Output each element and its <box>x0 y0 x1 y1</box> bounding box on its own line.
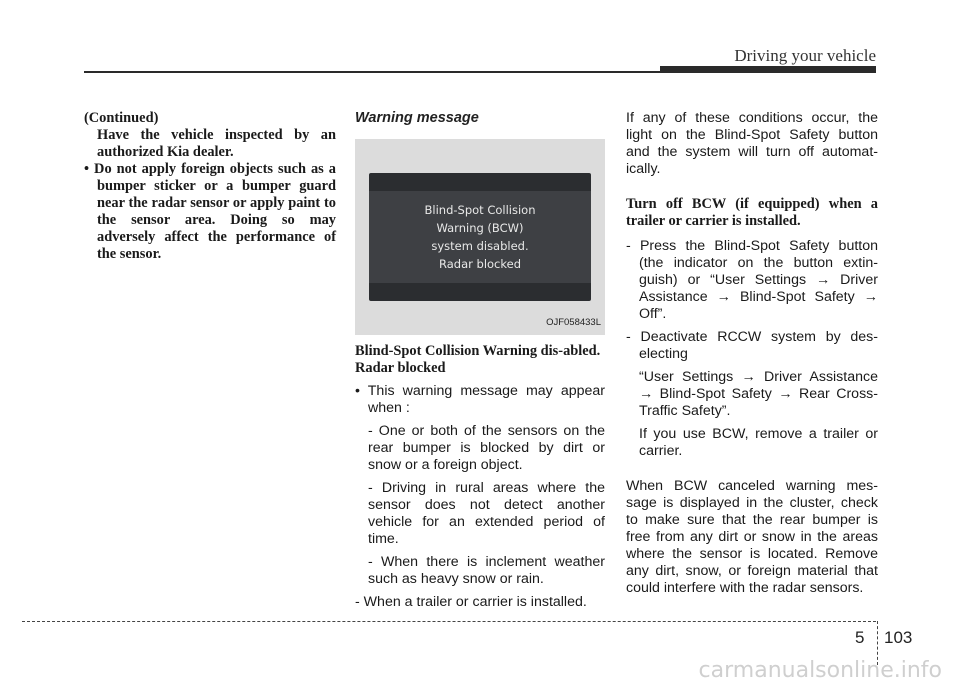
footer-rule <box>22 621 876 622</box>
display-line: Blind-Spot Collision <box>424 203 536 217</box>
figure-code: OJF058433L <box>546 317 601 328</box>
step-two-note: If you use BCW, remove a trailer or carrier. <box>639 426 878 459</box>
continued-label: (Continued) <box>84 110 159 126</box>
step-two: - Deactivate RCCW system by des-electing <box>626 329 878 362</box>
condition-item: - Driving in rural areas where the sensor does not detect another vehicle for an extended period of time. <box>368 480 605 547</box>
step-one: - Press the Blind-Spot Safety button (the indicator on the button extin-guish) or “User Settings → Driver Assistance → Blind-Spot Safety → Off”. <box>626 238 878 322</box>
page-number: 103 <box>884 628 913 647</box>
condition-item: - When there is inclement weather such as heavy snow or rain. <box>368 554 605 587</box>
turn-off-heading: Turn off BCW (if equipped) when a trailer or carrier is installed. <box>626 196 878 229</box>
chapter-number: 5 <box>855 628 865 647</box>
intro-text: If any of these conditions occur, the light on the Blind-Spot Safety button and the system will turn off automat-ically. <box>626 110 878 177</box>
display-line: Warning (BCW) <box>436 221 524 235</box>
message-subheading: Blind-Spot Collision Warning dis-abled. Radar blocked <box>355 343 601 376</box>
column-right <box>626 110 878 597</box>
warning-message-heading: Warning message <box>355 110 479 126</box>
section-title: Driving your vehicle <box>734 46 876 65</box>
display-line: system disabled. <box>431 239 529 253</box>
display-line: Radar blocked <box>439 257 521 271</box>
condition-item: - One or both of the sensors on the rear bumper is blocked by dirt or snow or a foreign object. <box>368 423 605 473</box>
closing-text: When BCW canceled warning mes-sage is displayed in the cluster, check to make sure that the rear bumper is free from any dirt or snow in the areas where the sensor is located. Remove any dirt, snow, or foreign material that could interfere with the radar sensors. <box>626 478 878 596</box>
header-rule <box>84 71 876 73</box>
watermark: carmanualsonline.info <box>698 658 942 683</box>
cluster-display <box>369 173 591 301</box>
trailer-item: - When a trailer or carrier is installed. <box>355 594 587 610</box>
caution-bullet: • Do not apply foreign objects such as a bumper sticker or a bumper guard near the radar sensor or apply paint to the sensor area. Doing so may adversely affect the performance of the sensor. <box>84 161 336 262</box>
column-middle <box>355 110 605 611</box>
column-left <box>84 110 336 263</box>
continued-text: Have the vehicle inspected by an authorized Kia dealer. <box>97 127 336 160</box>
step-two-path: “User Settings → Driver Assistance → Blind-Spot Safety → Rear Cross-Traffic Safety”. <box>639 369 878 419</box>
cluster-figure <box>355 139 605 335</box>
appear-bullet: • This warning message may appear when : <box>355 383 605 416</box>
